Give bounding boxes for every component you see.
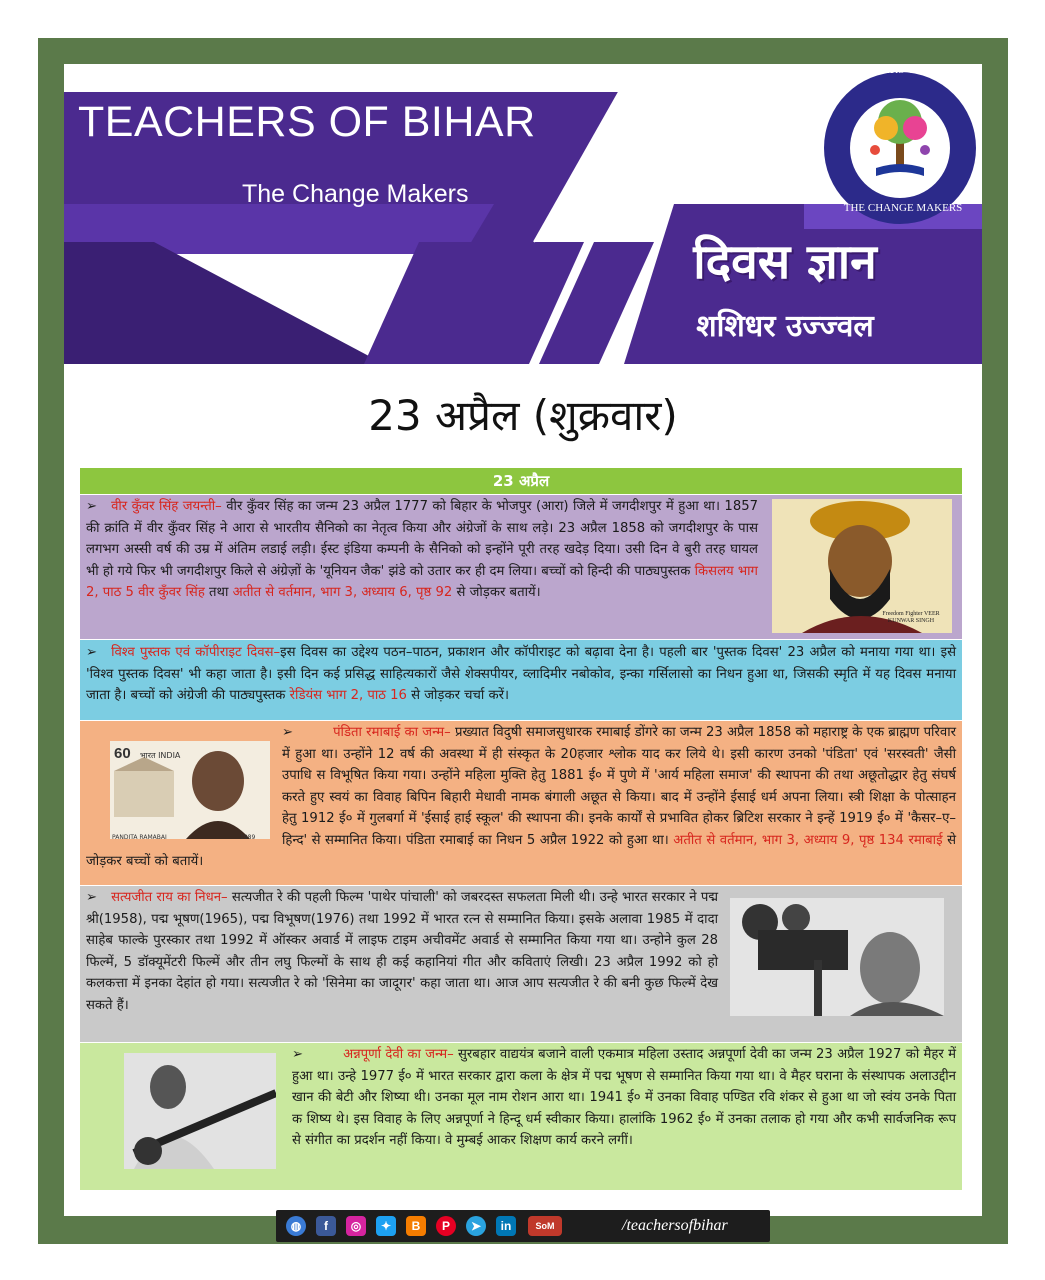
stamp-year: 1989: [240, 834, 256, 839]
arrow-bullet-icon: ➢: [292, 1047, 304, 1062]
social-footer: [276, 1210, 770, 1242]
camera-photo-illustration: [730, 898, 944, 1016]
facebook-icon[interactable]: f: [316, 1216, 336, 1236]
logo-tree-leaf-left: [874, 116, 898, 140]
satyajit-ray-photo: [730, 898, 944, 1016]
section-body: इस दिवस का उद्देश्य पठन–पाठन, प्रकाशन और कॉपीराइट को बढ़ावा देना है। पहली बार 'पुस्तक दिवस' 23 अप्रैल को मनाया गया था। इसे 'विश्व पुस्तक दिवस' भी कहा जाता है। इसी दिन कई प्रसिद्ध साहित्यकारों जैसे शेक्सपीयर, व्लादिमीर नबोकोव, इन्का गर्सिलासो का निधन हुआ था, जिसकी स्मृति में यह दिवस मनाया जाता है। बच्चों को अंग्रेजी की पाठ्यपुस्तक: [86, 645, 956, 703]
section-text: [86, 722, 956, 873]
textbook-ref: अतीत से वर्तमान, भाग 3, अध्याय 6, पृष्ठ 92: [232, 585, 453, 600]
section-pandita-ramabai: [80, 720, 962, 885]
section-body-mid: तथा: [204, 585, 233, 600]
section-body-tail: से जोड़कर चर्चा करें।: [406, 688, 510, 703]
author-name: शशिधर उज्ज्वल: [696, 309, 874, 344]
blogger-icon[interactable]: B: [406, 1216, 426, 1236]
som-icon[interactable]: SoM: [528, 1216, 562, 1236]
stamp-value: 60: [114, 745, 131, 762]
arrow-bullet-icon: ➢: [86, 645, 98, 660]
stamp-spacer: [86, 722, 282, 846]
veer-kunwar-singh-portrait: [772, 499, 952, 633]
instagram-icon[interactable]: ◎: [346, 1216, 366, 1236]
arrow-bullet-icon: ➢: [86, 890, 98, 905]
textbook-ref: अतीत से वर्तमान, भाग 3, अध्याय 9, पृष्ठ 134 रमाबाई: [673, 832, 943, 848]
section-title: दिवस ज्ञान: [693, 234, 877, 290]
section-body: प्रख्यात विदुषी समाजसुधारक रमाबाई डोंगरे का जन्म 23 अप्रैल 1858 को महाराष्ट्र के एक ब्राह्मण परिवार में हुआ था। उन्होंने 12 वर्ष की अवस्था में ही संस्कृत के 20हजार श्लोक याद कर लिये थे। इसी कारण उनको 'पंडिता' एवं 'सरस्वती' जैसी उपाधि स विभूषित किया गया। उन्होंने महिला मुक्ति हेतु 1881 ई० में पुणे में 'आर्य महिला समाज' की स्थापना की तथा अछूतोद्धार हेतु संघर्ष करते हुए स्वयं का विवाह बिपिन बिहारी मेधावी नामक बंगाली अछूत से किया। बाद में उन्होंने ईसाई धर्म अपना लिया। स्त्री शिक्षा के पोत्साहन हेतु 1912 ई० में गुलबर्गा में 'ईसाई हाई स्कूल' की स्थापना की। इनके कार्यों से प्रभावित होकर ब्रिटिश सरकार ने इन्हें 1919 ई० में 'कैसर–ए–हिन्द' से सम्मानित किया। पंडिता रमाबाई का निधन 5 अप्रैल 1922 को हुआ था।: [282, 725, 957, 848]
section-body: सुरबहार वाद्ययंत्र बजाने वाली एकमात्र महिला उस्ताद अन्नपूर्णा देवी का जन्म 23 अप्रैल 1927 को मैहर में हुआ था। उन्हे 1977 ई० में भारत सरकार द्वारा कला के क्षेत्र में पद्म भूषण से सम्मानित किया गया था। वे मैहर घराना के संस्थापक अलाउद्दीन खान की बेटी और शिष्या थी। उनका मूल नाम रोशन आरा था। 1941 ई० में उनका विवाह पण्डित रवि शंकर से हुआ था जो स्वंय उनके पिता क शिष्य थे। इस विवाह के लिए अन्नपूर्णा ने हिन्दू धर्म स्वीकार किया। हालांकि 1962 ई० में उनका तलाक हो गया और कभी सार्वजनिक रूप से संगीत का प्रदर्शन नहीं किया। वे मुम्बई आकर शिक्षण कार्य करने लगीं।: [292, 1047, 956, 1148]
twitter-icon[interactable]: ✦: [376, 1216, 396, 1236]
section-title-text: सत्यजीत राय का निधन–: [111, 890, 228, 905]
section-world-book-day: [80, 639, 962, 720]
logo-figure-left: [870, 145, 880, 155]
globe-icon[interactable]: ◍: [286, 1216, 306, 1236]
section-title-text: अन्नपूर्णा देवी का जन्म–: [343, 1047, 454, 1062]
photo-spacer: [86, 1044, 292, 1172]
brand-title: TEACHERS OF BIHAR: [78, 98, 536, 146]
stamp-country: भारत INDIA: [140, 751, 181, 760]
section-title-text: वीर कुँवर सिंह जयन्ती–: [111, 499, 222, 514]
date-bar: 23 अप्रैल: [80, 468, 962, 494]
logo-top-text: TEACHERS OF BIHAR: [842, 62, 964, 76]
section-satyajit-ray: [80, 885, 962, 1042]
arrow-bullet-icon: ➢: [282, 725, 294, 740]
linkedin-icon[interactable]: in: [496, 1216, 516, 1236]
section-title-text: पंडिता रमाबाई का जन्म–: [333, 725, 451, 740]
section-text: [86, 496, 758, 604]
film-reel-icon: [782, 904, 810, 932]
brand-subtitle: The Change Makers: [242, 180, 469, 208]
footer-handle[interactable]: /teachersofbihar: [622, 1217, 728, 1234]
movie-camera-icon: [758, 930, 848, 970]
textbook-ref: रेडियंस भाग 2, पाठ 16: [289, 688, 407, 703]
section-body-tail: से जोड़कर बच्चों को बतायें।: [86, 832, 956, 869]
content-panel: [80, 468, 962, 1190]
section-body: सत्यजीत रे की पहली फिल्म 'पाथेर पांचाली' को जबरदस्त सफलता मिली थी। उन्हे भारत सरकार ने पद्म श्री(1958), पद्म भूषण(1965), पद्म विभूषण(1976) तथा 1992 में भारत रत्न से सम्मानित किया। इसके अलावा 1985 में दादा साहेब फाल्के पुरस्कार तथा 1992 में ऑस्कर अवार्ड में लाइफ टाइम अचीवमेंट अवार्ड से सम्मानित किया गया था। उन्होने कुल 28 फिल्में, 5 डॉक्यूमेंटरी फिल्में और तीन लघु फिल्मों के साथ ही कई कहानियां गीत और कविताएं लिखी। 23 अप्रैल 1992 को हो कलकत्ता में इनका देहांत हो गया। सत्यजीत रे को 'सिनेमा का जादूगर' कहा जाता था। आज आप सत्यजीत रे की बनी कुछ फिल्में देख सकते हैं।: [86, 890, 718, 1013]
textbook-ref: किसलय भाग 2, पाठ 5 वीर कुँवर सिंह: [86, 563, 758, 600]
pinterest-icon[interactable]: P: [436, 1216, 456, 1236]
section-text: [86, 1044, 956, 1172]
section-text: [86, 642, 956, 707]
section-body-tail: से जोड़कर बतायें।: [452, 585, 541, 600]
stamp-caption: PANDITA RAMABAI: [112, 834, 167, 839]
section-veer-kunwar-singh: [80, 494, 962, 639]
telegram-icon[interactable]: ➤: [466, 1216, 486, 1236]
section-title-text: विश्व पुस्तक एवं कॉपीराइट दिवस–: [111, 645, 281, 660]
section-text: [86, 887, 718, 1016]
logo-tree-leaf-right: [903, 116, 927, 140]
logo-figure-right: [920, 145, 930, 155]
date-heading: 23 अप्रैल (शुक्रवार): [368, 391, 678, 440]
banner-lower-shape: [64, 242, 384, 364]
section-body: वीर कुँवर सिंह का जन्म 23 अप्रैल 1777 को बिहार के भोजपुर (आरा) जिले में जगदीशपुर में हुआ था। 1857 की क्रांति में वीर कुँवर सिंह ने आरा से भारतीय सैनिको का नेतृत्व किया और अंग्रेजों के साथ लड़े। 23 अप्रैल 1858 को जगदीशपुर के पास लगभग अस्सी वर्ष की उम्र में अंतिम लडाई लड़ी। ईस्ट इंडिया कम्पनी के सैनिको को इन्होंने पूरी तरह खदेड़ दिया। उसी दिन वे बुरी तरह घायल भी हो गये फिर भी जगदीशपुर किले से अंग्रेज़ों के 'यूनियन जैक' झंडे को उतार कर ही दम लिया। बच्चों को हिन्दी की पाठ्यपुस्तक: [86, 499, 758, 579]
arrow-bullet-icon: ➢: [86, 499, 98, 514]
logo-bottom-text: THE CHANGE MAKERS: [843, 202, 963, 214]
portrait-caption: Freedom Fighter VEER KUNWAR SINGH: [882, 611, 940, 624]
tripod-leg: [814, 960, 822, 1016]
face-shape: [860, 932, 920, 1004]
section-annapurna-devi: [80, 1042, 962, 1190]
